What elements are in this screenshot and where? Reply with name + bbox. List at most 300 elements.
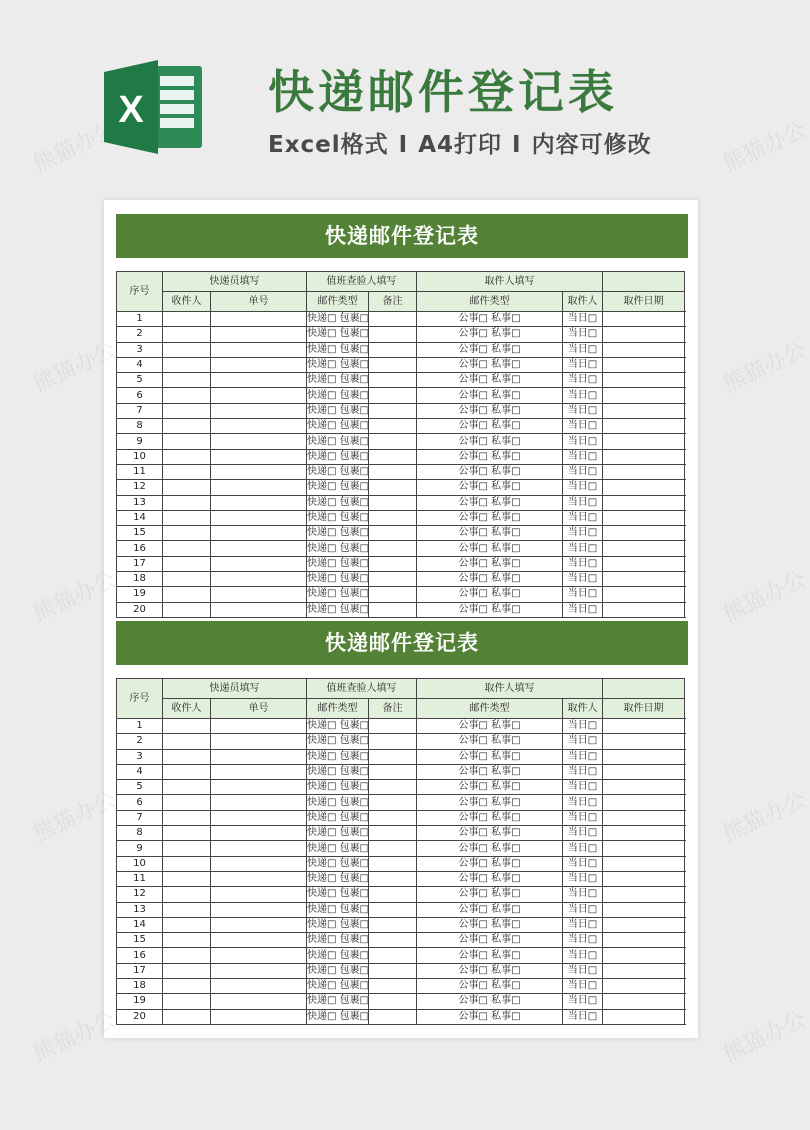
picker-cell[interactable]: 当日□ <box>563 373 603 388</box>
remark-cell[interactable] <box>369 312 417 327</box>
tracking-no-cell[interactable] <box>211 963 307 978</box>
pick-date-cell[interactable] <box>603 373 685 388</box>
remark-cell[interactable] <box>369 327 417 342</box>
remark-cell[interactable] <box>369 541 417 556</box>
picker-cell[interactable]: 当日□ <box>563 856 603 871</box>
receiver-cell[interactable] <box>163 388 211 403</box>
receiver-cell[interactable] <box>163 572 211 587</box>
receiver-cell[interactable] <box>163 419 211 434</box>
pick-date-cell[interactable] <box>603 841 685 856</box>
serial-cell: 15 <box>117 526 163 541</box>
tracking-no-cell[interactable] <box>211 795 307 810</box>
picker-cell[interactable]: 当日□ <box>563 933 603 948</box>
picker-cell[interactable]: 当日□ <box>563 749 603 764</box>
picker-cell[interactable]: 当日□ <box>563 795 603 810</box>
mail-type-cell[interactable]: 快递□ 包裹□ <box>307 556 369 571</box>
picker-cell[interactable]: 当日□ <box>563 388 603 403</box>
tracking-no-cell[interactable] <box>211 917 307 932</box>
pick-type-cell[interactable]: 公事□ 私事□ <box>417 388 563 403</box>
pick-type-cell[interactable]: 公事□ 私事□ <box>417 856 563 871</box>
pick-date-cell[interactable] <box>603 948 685 963</box>
pick-date-cell[interactable] <box>603 587 685 602</box>
mail-type-cell[interactable]: 快递□ 包裹□ <box>307 734 369 749</box>
tracking-no-cell[interactable] <box>211 871 307 886</box>
mail-type-cell[interactable]: 快递□ 包裹□ <box>307 587 369 602</box>
receiver-cell[interactable] <box>163 734 211 749</box>
receiver-cell[interactable] <box>163 810 211 825</box>
picker-cell[interactable]: 当日□ <box>563 826 603 841</box>
mail-type-cell[interactable]: 快递□ 包裹□ <box>307 526 369 541</box>
pick-type-cell[interactable]: 公事□ 私事□ <box>417 449 563 464</box>
sub-header-row <box>117 292 685 312</box>
picker-cell[interactable]: 当日□ <box>563 342 603 357</box>
pick-date-cell[interactable] <box>603 403 685 418</box>
remark-cell[interactable] <box>369 602 417 617</box>
receiver-cell[interactable] <box>163 556 211 571</box>
picker-cell[interactable]: 当日□ <box>563 780 603 795</box>
pick-date-cell[interactable] <box>603 495 685 510</box>
remark-cell[interactable] <box>369 480 417 495</box>
pick-type-cell[interactable]: 公事□ 私事□ <box>417 495 563 510</box>
remark-cell[interactable] <box>369 572 417 587</box>
picker-cell[interactable]: 当日□ <box>563 526 603 541</box>
mail-type-cell[interactable]: 快递□ 包裹□ <box>307 357 369 372</box>
receiver-cell[interactable] <box>163 510 211 525</box>
picker-cell[interactable]: 当日□ <box>563 480 603 495</box>
pick-date-cell[interactable] <box>603 526 685 541</box>
pick-type-cell[interactable]: 公事□ 私事□ <box>417 902 563 917</box>
picker-cell[interactable]: 当日□ <box>563 587 603 602</box>
pick-type-cell[interactable]: 公事□ 私事□ <box>417 810 563 825</box>
pick-type-cell[interactable]: 公事□ 私事□ <box>417 342 563 357</box>
tracking-no-cell[interactable] <box>211 419 307 434</box>
remark-cell[interactable] <box>369 388 417 403</box>
remark-cell[interactable] <box>369 902 417 917</box>
receiver-cell[interactable] <box>163 357 211 372</box>
pick-date-cell[interactable] <box>603 449 685 464</box>
mail-type-cell[interactable]: 快递□ 包裹□ <box>307 856 369 871</box>
receiver-cell[interactable] <box>163 403 211 418</box>
tracking-no-cell[interactable] <box>211 449 307 464</box>
pick-date-cell[interactable] <box>603 357 685 372</box>
receiver-cell[interactable] <box>163 1009 211 1024</box>
pick-type-cell[interactable]: 公事□ 私事□ <box>417 312 563 327</box>
tracking-no-cell[interactable] <box>211 342 307 357</box>
mail-type-cell[interactable]: 快递□ 包裹□ <box>307 810 369 825</box>
pick-date-cell[interactable] <box>603 734 685 749</box>
header-serial: 序号 <box>117 272 163 312</box>
tracking-no-cell[interactable] <box>211 572 307 587</box>
pick-date-cell[interactable] <box>603 795 685 810</box>
remark-cell[interactable] <box>369 994 417 1009</box>
pick-type-cell[interactable]: 公事□ 私事□ <box>417 841 563 856</box>
picker-cell[interactable]: 当日□ <box>563 902 603 917</box>
mail-type-cell[interactable]: 快递□ 包裹□ <box>307 388 369 403</box>
pick-type-cell[interactable]: 公事□ 私事□ <box>417 602 563 617</box>
picker-cell[interactable]: 当日□ <box>563 419 603 434</box>
pick-type-cell[interactable]: 公事□ 私事□ <box>417 373 563 388</box>
table-row <box>117 388 685 403</box>
pick-type-cell[interactable]: 公事□ 私事□ <box>417 871 563 886</box>
remark-cell[interactable] <box>369 495 417 510</box>
pick-type-cell[interactable]: 公事□ 私事□ <box>417 764 563 779</box>
tracking-no-cell[interactable] <box>211 541 307 556</box>
receiver-cell[interactable] <box>163 902 211 917</box>
mail-type-cell[interactable]: 快递□ 包裹□ <box>307 780 369 795</box>
pick-date-cell[interactable] <box>603 327 685 342</box>
mail-type-cell[interactable]: 快递□ 包裹□ <box>307 887 369 902</box>
pick-date-cell[interactable] <box>603 917 685 932</box>
tracking-no-cell[interactable] <box>211 495 307 510</box>
picker-cell[interactable]: 当日□ <box>563 764 603 779</box>
mail-type-cell[interactable]: 快递□ 包裹□ <box>307 871 369 886</box>
pick-type-cell[interactable]: 公事□ 私事□ <box>417 994 563 1009</box>
tracking-no-cell[interactable] <box>211 526 307 541</box>
remark-cell[interactable] <box>369 780 417 795</box>
tracking-no-cell[interactable] <box>211 810 307 825</box>
tracking-no-cell[interactable] <box>211 719 307 734</box>
remark-cell[interactable] <box>369 449 417 464</box>
header-remark: 备注 <box>369 292 417 312</box>
remark-cell[interactable] <box>369 841 417 856</box>
receiver-cell[interactable] <box>163 480 211 495</box>
mail-type-cell[interactable]: 快递□ 包裹□ <box>307 764 369 779</box>
remark-cell[interactable] <box>369 826 417 841</box>
pick-type-cell[interactable]: 公事□ 私事□ <box>417 327 563 342</box>
tracking-no-cell[interactable] <box>211 780 307 795</box>
mail-type-cell[interactable]: 快递□ 包裹□ <box>307 327 369 342</box>
pick-date-cell[interactable] <box>603 856 685 871</box>
picker-cell[interactable]: 当日□ <box>563 719 603 734</box>
watermark: 熊猫办公 <box>29 567 121 628</box>
tracking-no-cell[interactable] <box>211 749 307 764</box>
mail-type-cell[interactable]: 快递□ 包裹□ <box>307 449 369 464</box>
pick-type-cell[interactable]: 公事□ 私事□ <box>417 963 563 978</box>
receiver-cell[interactable] <box>163 871 211 886</box>
pick-date-cell[interactable] <box>603 602 685 617</box>
picker-cell[interactable]: 当日□ <box>563 464 603 479</box>
mail-type-cell[interactable]: 快递□ 包裹□ <box>307 342 369 357</box>
picker-cell[interactable]: 当日□ <box>563 572 603 587</box>
receiver-cell[interactable] <box>163 312 211 327</box>
serial-cell: 8 <box>117 826 163 841</box>
remark-cell[interactable] <box>369 933 417 948</box>
receiver-cell[interactable] <box>163 495 211 510</box>
mail-type-cell[interactable]: 快递□ 包裹□ <box>307 948 369 963</box>
tracking-no-cell[interactable] <box>211 933 307 948</box>
picker-cell[interactable]: 当日□ <box>563 556 603 571</box>
tracking-no-cell[interactable] <box>211 556 307 571</box>
tracking-no-cell[interactable] <box>211 856 307 871</box>
pick-date-cell[interactable] <box>603 902 685 917</box>
receiver-cell[interactable] <box>163 841 211 856</box>
register-table <box>116 678 685 1025</box>
receiver-cell[interactable] <box>163 994 211 1009</box>
pick-type-cell[interactable]: 公事□ 私事□ <box>417 419 563 434</box>
tracking-no-cell[interactable] <box>211 887 307 902</box>
tracking-no-cell[interactable] <box>211 510 307 525</box>
mail-type-cell[interactable]: 快递□ 包裹□ <box>307 963 369 978</box>
mail-type-cell[interactable]: 快递□ 包裹□ <box>307 572 369 587</box>
tracking-no-cell[interactable] <box>211 826 307 841</box>
pick-type-cell[interactable]: 公事□ 私事□ <box>417 933 563 948</box>
pick-date-cell[interactable] <box>603 510 685 525</box>
pick-date-cell[interactable] <box>603 572 685 587</box>
pick-date-cell[interactable] <box>603 464 685 479</box>
remark-cell[interactable] <box>369 419 417 434</box>
pick-date-cell[interactable] <box>603 541 685 556</box>
receiver-cell[interactable] <box>163 948 211 963</box>
remark-cell[interactable] <box>369 373 417 388</box>
mail-type-cell[interactable]: 快递□ 包裹□ <box>307 902 369 917</box>
receiver-cell[interactable] <box>163 464 211 479</box>
receiver-cell[interactable] <box>163 602 211 617</box>
tracking-no-cell[interactable] <box>211 948 307 963</box>
pick-date-cell[interactable] <box>603 556 685 571</box>
watermark: 熊猫办公 <box>29 117 121 178</box>
page-title: 快递邮件登记表 <box>268 65 618 119</box>
mail-type-cell[interactable]: 快递□ 包裹□ <box>307 434 369 449</box>
receiver-cell[interactable] <box>163 449 211 464</box>
remark-cell[interactable] <box>369 749 417 764</box>
mail-type-cell[interactable]: 快递□ 包裹□ <box>307 841 369 856</box>
register-sheet <box>116 621 688 1025</box>
picker-cell[interactable]: 当日□ <box>563 449 603 464</box>
receiver-cell[interactable] <box>163 887 211 902</box>
tracking-no-cell[interactable] <box>211 587 307 602</box>
group-header-row <box>117 272 685 292</box>
picker-cell[interactable]: 当日□ <box>563 541 603 556</box>
receiver-cell[interactable] <box>163 342 211 357</box>
pick-type-cell[interactable]: 公事□ 私事□ <box>417 917 563 932</box>
picker-cell[interactable]: 当日□ <box>563 948 603 963</box>
mail-type-cell[interactable]: 快递□ 包裹□ <box>307 979 369 994</box>
pick-type-cell[interactable]: 公事□ 私事□ <box>417 948 563 963</box>
mail-type-cell[interactable]: 快递□ 包裹□ <box>307 510 369 525</box>
pick-date-cell[interactable] <box>603 994 685 1009</box>
serial-cell: 12 <box>117 480 163 495</box>
mail-type-cell[interactable]: 快递□ 包裹□ <box>307 994 369 1009</box>
pick-date-cell[interactable] <box>603 887 685 902</box>
mail-type-cell[interactable]: 快递□ 包裹□ <box>307 541 369 556</box>
tracking-no-cell[interactable] <box>211 1009 307 1024</box>
receiver-cell[interactable] <box>163 979 211 994</box>
receiver-cell[interactable] <box>163 719 211 734</box>
remark-cell[interactable] <box>369 510 417 525</box>
mail-type-cell[interactable]: 快递□ 包裹□ <box>307 933 369 948</box>
pick-type-cell[interactable]: 公事□ 私事□ <box>417 734 563 749</box>
pick-type-cell[interactable]: 公事□ 私事□ <box>417 780 563 795</box>
receiver-cell[interactable] <box>163 780 211 795</box>
mail-type-cell[interactable]: 快递□ 包裹□ <box>307 719 369 734</box>
picker-cell[interactable]: 当日□ <box>563 1009 603 1024</box>
remark-cell[interactable] <box>369 856 417 871</box>
mail-type-cell[interactable]: 快递□ 包裹□ <box>307 312 369 327</box>
pick-type-cell[interactable]: 公事□ 私事□ <box>417 719 563 734</box>
tracking-no-cell[interactable] <box>211 979 307 994</box>
receiver-cell[interactable] <box>163 856 211 871</box>
watermark: 熊猫办公 <box>719 787 810 848</box>
table-row <box>117 902 685 917</box>
pick-date-cell[interactable] <box>603 419 685 434</box>
pick-type-cell[interactable]: 公事□ 私事□ <box>417 357 563 372</box>
receiver-cell[interactable] <box>163 434 211 449</box>
remark-cell[interactable] <box>369 1009 417 1024</box>
receiver-cell[interactable] <box>163 749 211 764</box>
picker-cell[interactable]: 当日□ <box>563 887 603 902</box>
tracking-no-cell[interactable] <box>211 994 307 1009</box>
pick-type-cell[interactable]: 公事□ 私事□ <box>417 480 563 495</box>
tracking-no-cell[interactable] <box>211 403 307 418</box>
remark-cell[interactable] <box>369 357 417 372</box>
mail-type-cell[interactable]: 快递□ 包裹□ <box>307 480 369 495</box>
remark-cell[interactable] <box>369 587 417 602</box>
tracking-no-cell[interactable] <box>211 734 307 749</box>
picker-cell[interactable]: 当日□ <box>563 963 603 978</box>
picker-cell[interactable]: 当日□ <box>563 327 603 342</box>
picker-cell[interactable]: 当日□ <box>563 495 603 510</box>
mail-type-cell[interactable]: 快递□ 包裹□ <box>307 1009 369 1024</box>
receiver-cell[interactable] <box>163 917 211 932</box>
receiver-cell[interactable] <box>163 541 211 556</box>
excel-logo-icon <box>104 58 204 156</box>
remark-cell[interactable] <box>369 342 417 357</box>
picker-cell[interactable]: 当日□ <box>563 841 603 856</box>
pick-type-cell[interactable]: 公事□ 私事□ <box>417 587 563 602</box>
remark-cell[interactable] <box>369 719 417 734</box>
mail-type-cell[interactable]: 快递□ 包裹□ <box>307 826 369 841</box>
picker-cell[interactable]: 当日□ <box>563 994 603 1009</box>
tracking-no-cell[interactable] <box>211 388 307 403</box>
pick-date-cell[interactable] <box>603 312 685 327</box>
mail-type-cell[interactable]: 快递□ 包裹□ <box>307 403 369 418</box>
pick-type-cell[interactable]: 公事□ 私事□ <box>417 526 563 541</box>
pick-date-cell[interactable] <box>603 480 685 495</box>
picker-cell[interactable]: 当日□ <box>563 434 603 449</box>
mail-type-cell[interactable]: 快递□ 包裹□ <box>307 464 369 479</box>
pick-date-cell[interactable] <box>603 979 685 994</box>
remark-cell[interactable] <box>369 871 417 886</box>
remark-cell[interactable] <box>369 795 417 810</box>
tracking-no-cell[interactable] <box>211 327 307 342</box>
pick-type-cell[interactable]: 公事□ 私事□ <box>417 1009 563 1024</box>
table-row <box>117 357 685 372</box>
pick-date-cell[interactable] <box>603 871 685 886</box>
pick-date-cell[interactable] <box>603 933 685 948</box>
pick-type-cell[interactable]: 公事□ 私事□ <box>417 556 563 571</box>
tracking-no-cell[interactable] <box>211 480 307 495</box>
pick-date-cell[interactable] <box>603 810 685 825</box>
remark-cell[interactable] <box>369 403 417 418</box>
remark-cell[interactable] <box>369 963 417 978</box>
receiver-cell[interactable] <box>163 526 211 541</box>
receiver-cell[interactable] <box>163 327 211 342</box>
pick-date-cell[interactable] <box>603 780 685 795</box>
tracking-no-cell[interactable] <box>211 434 307 449</box>
tracking-no-cell[interactable] <box>211 764 307 779</box>
pick-type-cell[interactable]: 公事□ 私事□ <box>417 887 563 902</box>
serial-cell: 2 <box>117 327 163 342</box>
tracking-no-cell[interactable] <box>211 902 307 917</box>
pick-date-cell[interactable] <box>603 434 685 449</box>
picker-cell[interactable]: 当日□ <box>563 312 603 327</box>
receiver-cell[interactable] <box>163 963 211 978</box>
pick-date-cell[interactable] <box>603 388 685 403</box>
pick-type-cell[interactable]: 公事□ 私事□ <box>417 795 563 810</box>
receiver-cell[interactable] <box>163 764 211 779</box>
remark-cell[interactable] <box>369 464 417 479</box>
remark-cell[interactable] <box>369 917 417 932</box>
remark-cell[interactable] <box>369 556 417 571</box>
tracking-no-cell[interactable] <box>211 464 307 479</box>
pick-type-cell[interactable]: 公事□ 私事□ <box>417 979 563 994</box>
picker-cell[interactable]: 当日□ <box>563 734 603 749</box>
pick-type-cell[interactable]: 公事□ 私事□ <box>417 464 563 479</box>
pick-type-cell[interactable]: 公事□ 私事□ <box>417 510 563 525</box>
tracking-no-cell[interactable] <box>211 312 307 327</box>
receiver-cell[interactable] <box>163 587 211 602</box>
remark-cell[interactable] <box>369 810 417 825</box>
picker-cell[interactable]: 当日□ <box>563 602 603 617</box>
mail-type-cell[interactable]: 快递□ 包裹□ <box>307 373 369 388</box>
tracking-no-cell[interactable] <box>211 841 307 856</box>
picker-cell[interactable]: 当日□ <box>563 357 603 372</box>
pick-date-cell[interactable] <box>603 749 685 764</box>
mail-type-cell[interactable]: 快递□ 包裹□ <box>307 419 369 434</box>
mail-type-cell[interactable]: 快递□ 包裹□ <box>307 749 369 764</box>
remark-cell[interactable] <box>369 887 417 902</box>
receiver-cell[interactable] <box>163 373 211 388</box>
remark-cell[interactable] <box>369 526 417 541</box>
receiver-cell[interactable] <box>163 933 211 948</box>
picker-cell[interactable]: 当日□ <box>563 403 603 418</box>
mail-type-cell[interactable]: 快递□ 包裹□ <box>307 495 369 510</box>
mail-type-cell[interactable]: 快递□ 包裹□ <box>307 602 369 617</box>
pick-type-cell[interactable]: 公事□ 私事□ <box>417 541 563 556</box>
remark-cell[interactable] <box>369 434 417 449</box>
tracking-no-cell[interactable] <box>211 373 307 388</box>
picker-cell[interactable]: 当日□ <box>563 510 603 525</box>
picker-cell[interactable]: 当日□ <box>563 917 603 932</box>
pick-date-cell[interactable] <box>603 1009 685 1024</box>
receiver-cell[interactable] <box>163 795 211 810</box>
pick-type-cell[interactable]: 公事□ 私事□ <box>417 434 563 449</box>
remark-cell[interactable] <box>369 734 417 749</box>
remark-cell[interactable] <box>369 948 417 963</box>
pick-type-cell[interactable]: 公事□ 私事□ <box>417 749 563 764</box>
remark-cell[interactable] <box>369 979 417 994</box>
remark-cell[interactable] <box>369 764 417 779</box>
mail-type-cell[interactable]: 快递□ 包裹□ <box>307 917 369 932</box>
pick-type-cell[interactable]: 公事□ 私事□ <box>417 826 563 841</box>
pick-type-cell[interactable]: 公事□ 私事□ <box>417 403 563 418</box>
serial-cell: 13 <box>117 902 163 917</box>
pick-type-cell[interactable]: 公事□ 私事□ <box>417 572 563 587</box>
picker-cell[interactable]: 当日□ <box>563 871 603 886</box>
receiver-cell[interactable] <box>163 826 211 841</box>
pick-date-cell[interactable] <box>603 826 685 841</box>
picker-cell[interactable]: 当日□ <box>563 810 603 825</box>
subtitle-print: A4打印 <box>418 132 503 158</box>
pick-date-cell[interactable] <box>603 764 685 779</box>
mail-type-cell[interactable]: 快递□ 包裹□ <box>307 795 369 810</box>
pick-date-cell[interactable] <box>603 963 685 978</box>
tracking-no-cell[interactable] <box>211 357 307 372</box>
pick-date-cell[interactable] <box>603 719 685 734</box>
tracking-no-cell[interactable] <box>211 602 307 617</box>
picker-cell[interactable]: 当日□ <box>563 979 603 994</box>
pick-date-cell[interactable] <box>603 342 685 357</box>
